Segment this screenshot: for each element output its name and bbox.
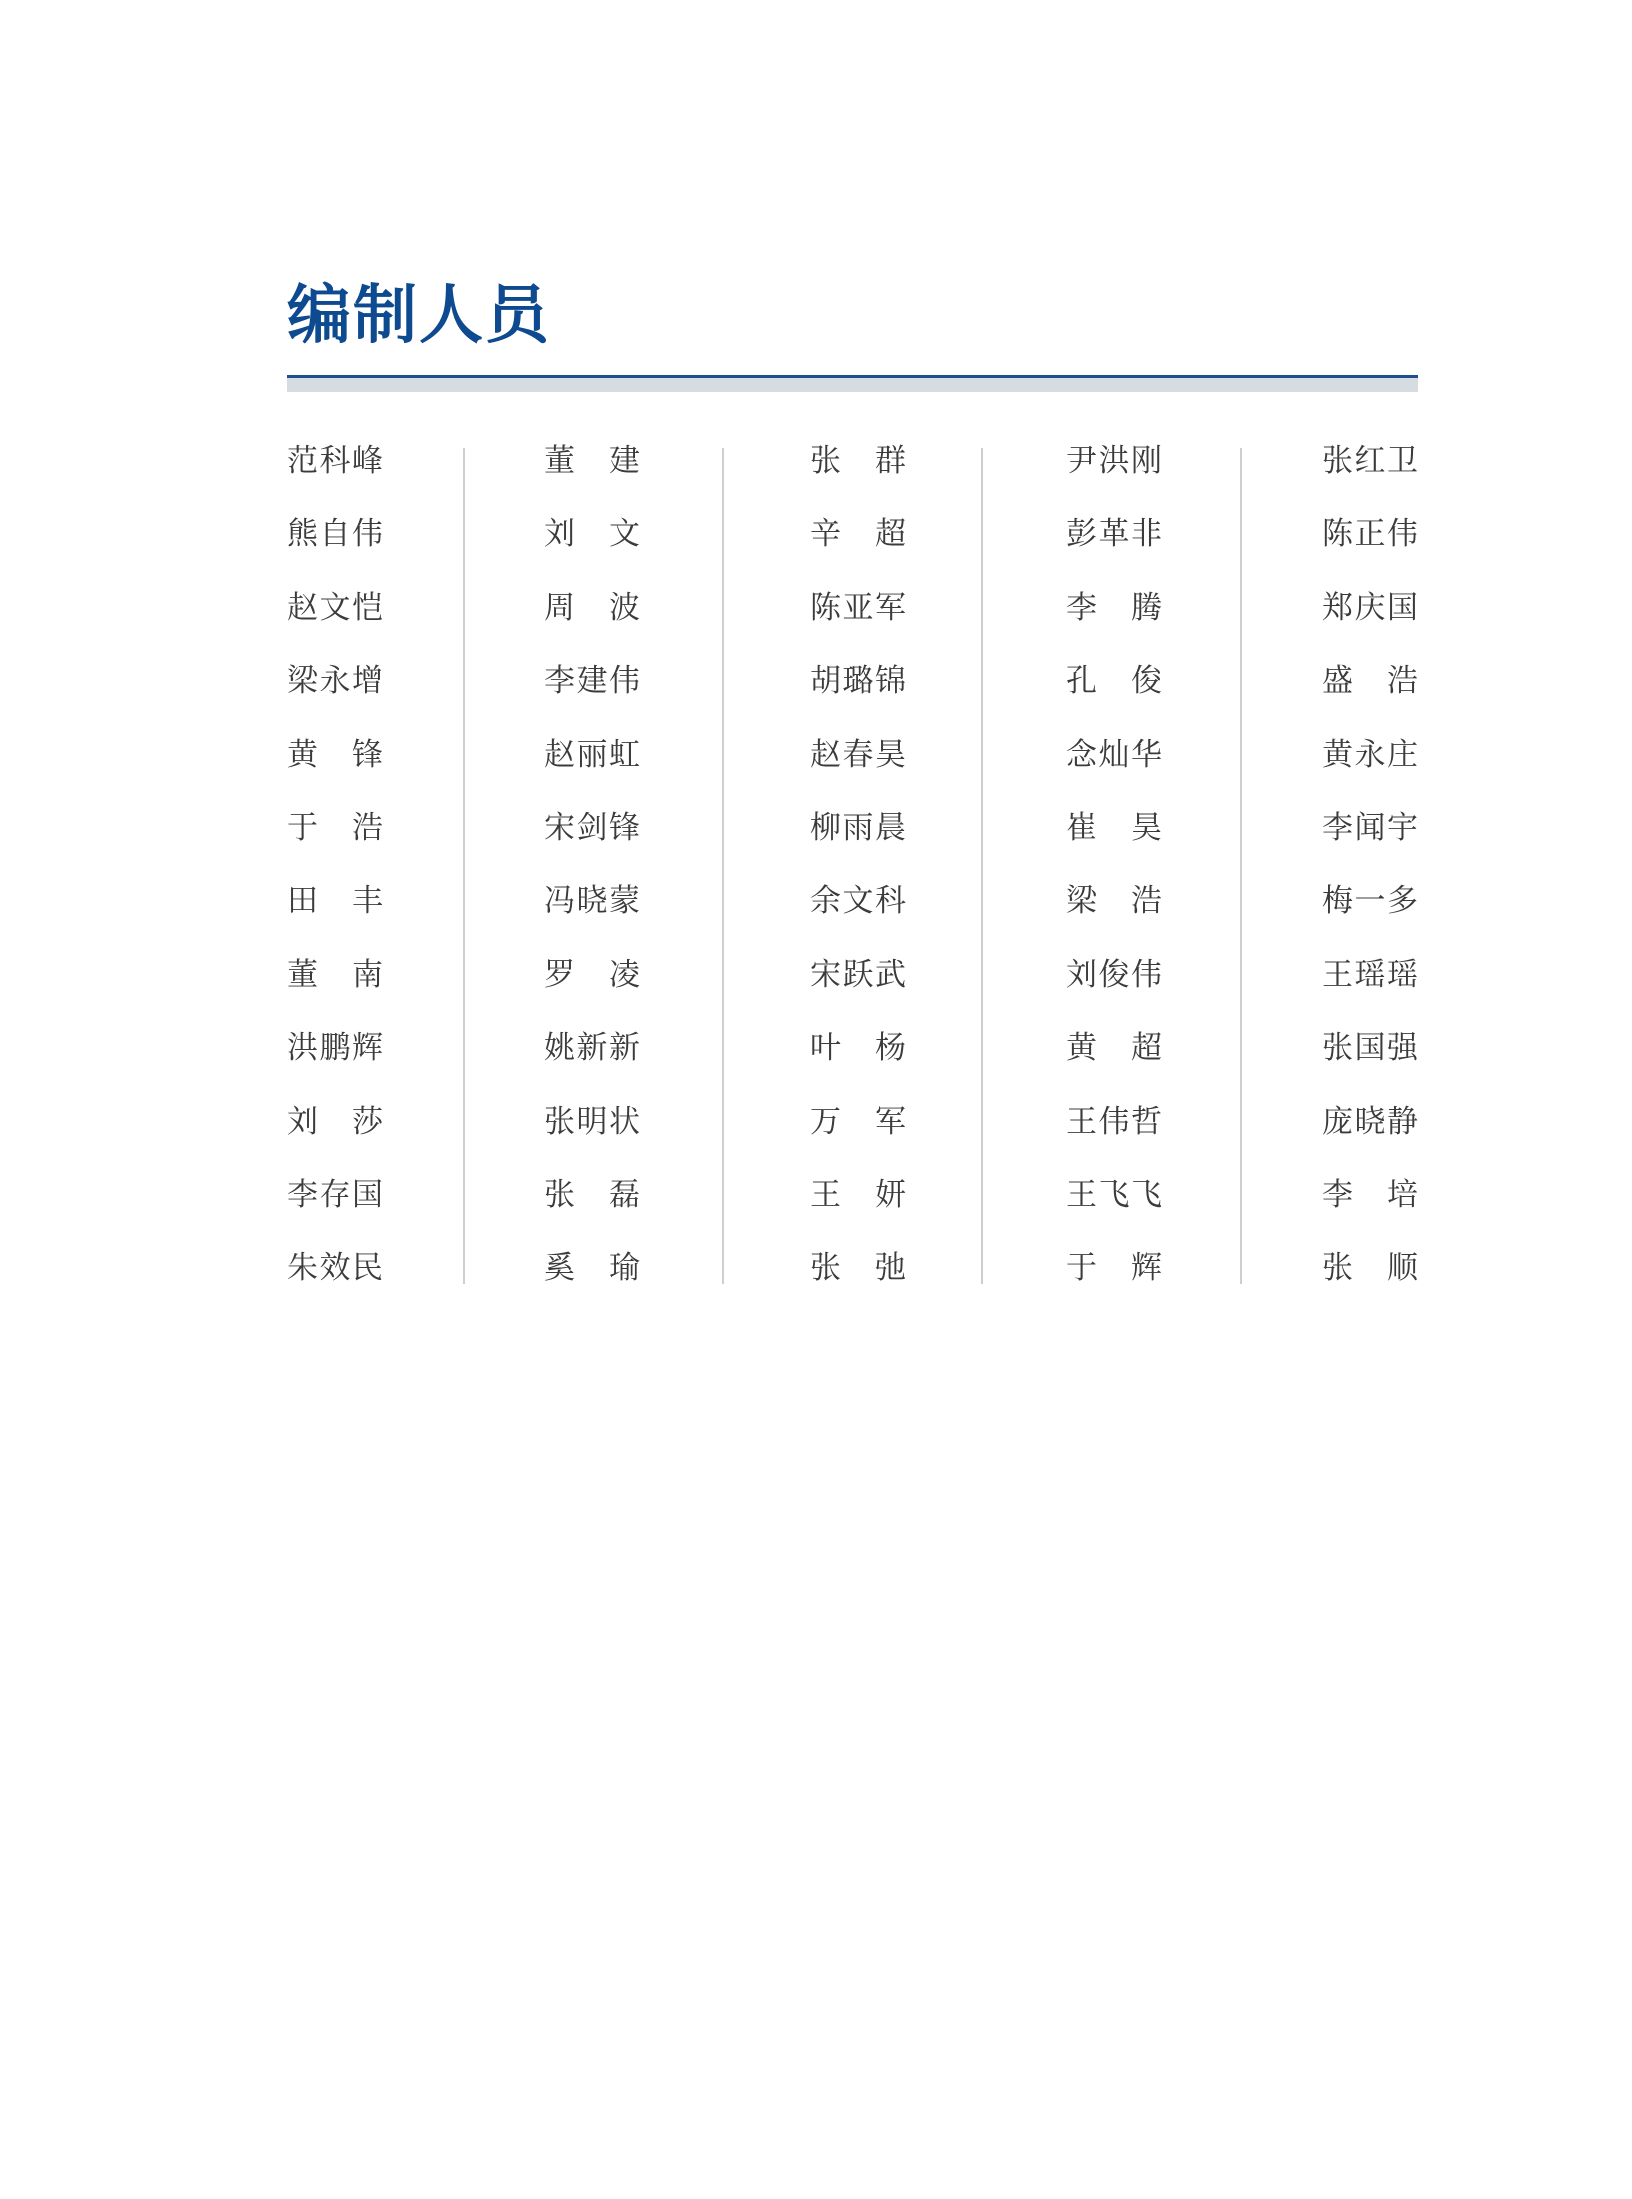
person-name: 奚 瑜 — [544, 1250, 640, 1287]
name-column-1 — [287, 443, 383, 1324]
column-divider — [1240, 448, 1242, 1284]
person-name: 李 培 — [1322, 1176, 1418, 1213]
person-name: 尹 洪 刚 — [1066, 443, 1162, 479]
person-name: 梅 一 多 — [1322, 883, 1418, 920]
column-divider — [981, 448, 983, 1284]
person-name: 刘 莎 — [287, 1103, 383, 1140]
person-name: 宋 剑 锋 — [544, 809, 640, 846]
person-name: 王 瑶 瑶 — [1322, 956, 1418, 993]
person-name: 王 妍 — [810, 1176, 906, 1213]
person-name: 张 国 强 — [1322, 1030, 1418, 1067]
person-name: 董 建 — [544, 443, 640, 479]
person-name: 范 科 峰 — [287, 443, 383, 479]
person-name: 叶 杨 — [810, 1030, 906, 1067]
name-column-3 — [810, 443, 906, 1324]
person-name: 张 红 卫 — [1322, 443, 1418, 479]
name-column-2 — [544, 443, 640, 1324]
person-name: 黄 永 庄 — [1322, 736, 1418, 773]
person-name: 张 明 状 — [544, 1103, 640, 1140]
person-name: 董 南 — [287, 956, 383, 993]
person-name: 庞 晓 静 — [1322, 1103, 1418, 1140]
person-name: 张 磊 — [544, 1176, 640, 1213]
person-name: 柳 雨 晨 — [810, 809, 906, 846]
person-name: 念 灿 华 — [1066, 736, 1162, 773]
person-name: 陈 正 伟 — [1322, 516, 1418, 553]
name-column-5 — [1322, 443, 1418, 1324]
person-name: 黄 锋 — [287, 736, 383, 773]
page-title: 编制人员 — [287, 279, 551, 353]
person-name: 梁 永 增 — [287, 663, 383, 700]
person-name: 彭 革 非 — [1066, 516, 1162, 553]
person-name: 梁 浩 — [1066, 883, 1162, 920]
person-name: 于 浩 — [287, 809, 383, 846]
person-name: 赵 文 恺 — [287, 589, 383, 626]
person-name: 洪 鹏 辉 — [287, 1030, 383, 1067]
person-name: 黄 超 — [1066, 1030, 1162, 1067]
person-name: 刘 俊 伟 — [1066, 956, 1162, 993]
person-name: 余 文 科 — [810, 883, 906, 920]
person-name: 张 顺 — [1322, 1250, 1418, 1287]
person-name: 张 弛 — [810, 1250, 906, 1287]
person-name: 辛 超 — [810, 516, 906, 553]
person-name: 宋 跃 武 — [810, 956, 906, 993]
person-name: 孔 俊 — [1066, 663, 1162, 700]
person-name: 崔 昊 — [1066, 809, 1162, 846]
column-divider — [463, 448, 465, 1284]
person-name: 冯 晓 蒙 — [544, 883, 640, 920]
person-name: 万 军 — [810, 1103, 906, 1140]
person-name: 李 腾 — [1066, 589, 1162, 626]
person-name: 于 辉 — [1066, 1250, 1162, 1287]
person-name: 李 闻 宇 — [1322, 809, 1418, 846]
person-name: 王 飞 飞 — [1066, 1176, 1162, 1213]
person-name: 郑 庆 国 — [1322, 589, 1418, 626]
person-name: 周 波 — [544, 589, 640, 626]
person-name: 李 存 国 — [287, 1176, 383, 1213]
person-name: 朱 效 民 — [287, 1250, 383, 1287]
person-name: 王 伟 哲 — [1066, 1103, 1162, 1140]
person-name: 姚 新 新 — [544, 1030, 640, 1067]
person-name: 胡 璐 锦 — [810, 663, 906, 700]
person-name: 熊 自 伟 — [287, 516, 383, 553]
person-name: 赵 丽 虹 — [544, 736, 640, 773]
person-name: 张 群 — [810, 443, 906, 479]
person-name: 盛 浩 — [1322, 663, 1418, 700]
person-name: 陈 亚 军 — [810, 589, 906, 626]
person-name: 田 丰 — [287, 883, 383, 920]
person-name: 刘 文 — [544, 516, 640, 553]
column-divider — [722, 448, 724, 1284]
person-name: 赵 春 昊 — [810, 736, 906, 773]
name-column-4 — [1066, 443, 1162, 1324]
person-name: 罗 凌 — [544, 956, 640, 993]
title-underline-band — [287, 378, 1418, 392]
person-name: 李 建 伟 — [544, 663, 640, 700]
